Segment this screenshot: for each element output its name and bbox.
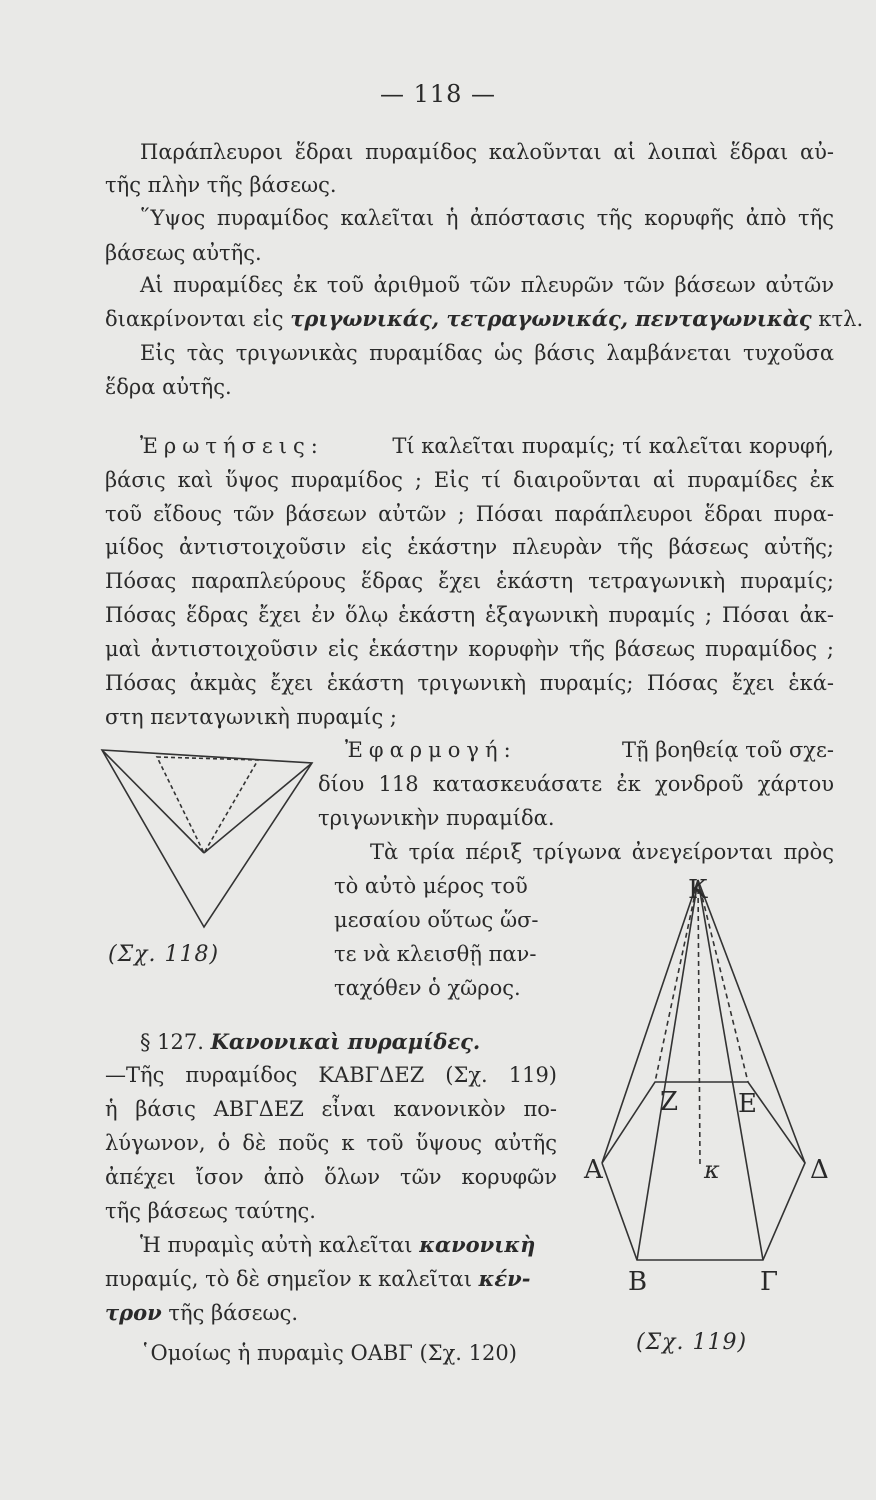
inner-triangle	[157, 757, 258, 853]
text-line	[105, 1264, 530, 1294]
text-line: στη πενταγωνικὴ πυραμίς ;	[105, 705, 398, 729]
figure-118-caption: (Σχ. 118)	[108, 942, 220, 967]
text-line: ῾Ομοίως ἡ πυραμὶς ΟΑΒΓ (Σχ. 120)	[140, 1341, 517, 1365]
text-line: βάσις καὶ ὕψος πυραμίδος ; Εἰς τί διαιροῦνται αἱ πυραμίδες ἐκ	[105, 468, 834, 492]
text-line: ἕδρα αὐτῆς.	[105, 375, 232, 399]
text-line: ταχόθεν ὁ χῶρος.	[334, 976, 521, 1000]
text-fragment: πυραμίς, τὸ δὲ σημεῖον κ καλεῖται	[105, 1267, 472, 1291]
text-line: τριγωνικὴν πυραμίδα.	[318, 806, 555, 830]
center-label-k: κ	[704, 1156, 720, 1184]
text-line: Πόσας ἕδρας ἔχει ἐν ὅλῳ ἑκάστη ἑξαγωνικὴ πυραμίς ; Πόσαι ἀκ-	[105, 603, 834, 627]
page-number: — 118 —	[379, 80, 497, 108]
text-fragment: διακρίνονται εἰς	[105, 307, 284, 331]
vertex-label-a: Α	[584, 1155, 603, 1185]
emphasis-text: τρον	[105, 1300, 162, 1325]
vertex-label-d: Δ	[810, 1155, 829, 1185]
text-line: Παράπλευροι ἕδραι πυραμίδος καλοῦνται αἱ λοιπαὶ ἕδραι αὐ-	[140, 140, 834, 164]
section-label: Ἐρωτήσεις:	[140, 434, 324, 458]
figure-119-caption: (Σχ. 119)	[636, 1330, 748, 1355]
text-line: μεσαίου οὕτως ὥσ-	[334, 908, 539, 932]
vertex-label-e: Ε	[738, 1089, 757, 1119]
vertex-label-g: Γ	[760, 1267, 779, 1297]
vertex-label-b: B	[628, 1267, 648, 1297]
text-line: τοῦ εἴδους τῶν βάσεων αὐτῶν ; Πόσαι παράπλευροι ἕδραι πυρα-	[105, 502, 834, 526]
text-line	[105, 304, 863, 334]
text-line: βάσεως αὐτῆς.	[105, 241, 262, 265]
text-line: Πόσας παραπλεύρους ἕδρας ἔχει ἑκάστη τετραγωνικὴ πυραμίς;	[105, 569, 834, 593]
outer-triangle	[102, 750, 312, 927]
text-line	[140, 1230, 535, 1260]
text-line: ἀπέχει ἴσον ἀπὸ ὅλων τῶν κορυφῶν	[105, 1165, 557, 1189]
section-label: Ἐφαρμογή:	[345, 738, 517, 762]
text-line: τῆς βάσεως ταύτης.	[105, 1199, 316, 1223]
text-line: ἡ βάσις ΑΒΓΔΕΖ εἶναι κανονικὸν πο-	[105, 1097, 557, 1121]
emphasis-text: κανονικὴ	[419, 1232, 536, 1257]
text-line: τῆς πλὴν τῆς βάσεως.	[105, 173, 337, 197]
section-title: Κανονικαὶ πυραμίδες.	[210, 1029, 481, 1054]
text-fragment: κτλ.	[818, 307, 864, 331]
text-line: —Τῆς πυραμίδος ΚΑΒΓΔΕΖ (Σχ. 119)	[105, 1063, 557, 1087]
text-line	[345, 735, 834, 765]
figure-119-diagram	[584, 860, 850, 1297]
emphasis-text: τριγωνικάς, τετραγωνικάς, πενταγωνικὰς	[290, 306, 812, 331]
text-line: Πόσας ἀκμὰς ἔχει ἑκάστη τριγωνικὴ πυραμίς; Πόσας ἔχει ἑκά-	[105, 671, 834, 695]
text-line: μίδος ἀντιστοιχοῦσιν εἰς ἑκάστην πλευρὰν τῆς βάσεως αὐτῆς;	[105, 535, 834, 559]
vertex-label-z: Z	[660, 1087, 679, 1117]
text-fragment: Τί καλεῖται πυραμίς; τί καλεῖται κορυφή,	[392, 434, 834, 458]
text-line: λύγωνον, ὁ δὲ ποῦς κ τοῦ ὕψους αὐτῆς	[105, 1131, 557, 1155]
text-line	[140, 431, 834, 461]
text-line: Εἰς τὰς τριγωνικὰς πυραμίδας ὡς βάσις λαμβάνεται τυχοῦσα	[140, 341, 834, 365]
text-fragment: Ἡ πυραμὶς αὐτὴ καλεῖται	[140, 1233, 413, 1257]
text-fragment: τῆς βάσεως.	[168, 1301, 299, 1325]
text-line	[140, 1027, 480, 1057]
text-line: μαὶ ἀντιστοιχοῦσιν εἰς ἑκάστην κορυφὴν τῆς βάσεως πυραμίδος ;	[105, 637, 834, 661]
text-line: τὸ αὐτὸ μέρος τοῦ	[334, 874, 528, 898]
text-line: ῞Υψος πυραμίδος καλεῖται ἡ ἀπόστασις τῆς κορυφῆς ἀπὸ τῆς	[140, 206, 834, 230]
vertex-label-k: K	[688, 875, 708, 905]
text-line: Τὰ τρία πέριξ τρίγωνα ἀνεγείρονται πρὸς	[370, 840, 834, 864]
section-number: § 127.	[140, 1030, 204, 1054]
text-line	[105, 1298, 298, 1328]
text-line: Αἱ πυραμίδες ἐκ τοῦ ἀριθμοῦ τῶν πλευρῶν τῶν βάσεων αὐτῶν	[140, 273, 834, 297]
text-line: τε νὰ κλεισθῇ παν-	[334, 942, 537, 966]
emphasis-text: κέν-	[478, 1266, 531, 1291]
text-line: δίου 118 κατασκευάσατε ἐκ χονδροῦ χάρτου	[318, 772, 834, 796]
text-fragment: Τῇ βοηθείᾳ τοῦ σχε-	[622, 738, 834, 762]
figure-118-diagram	[100, 745, 320, 945]
